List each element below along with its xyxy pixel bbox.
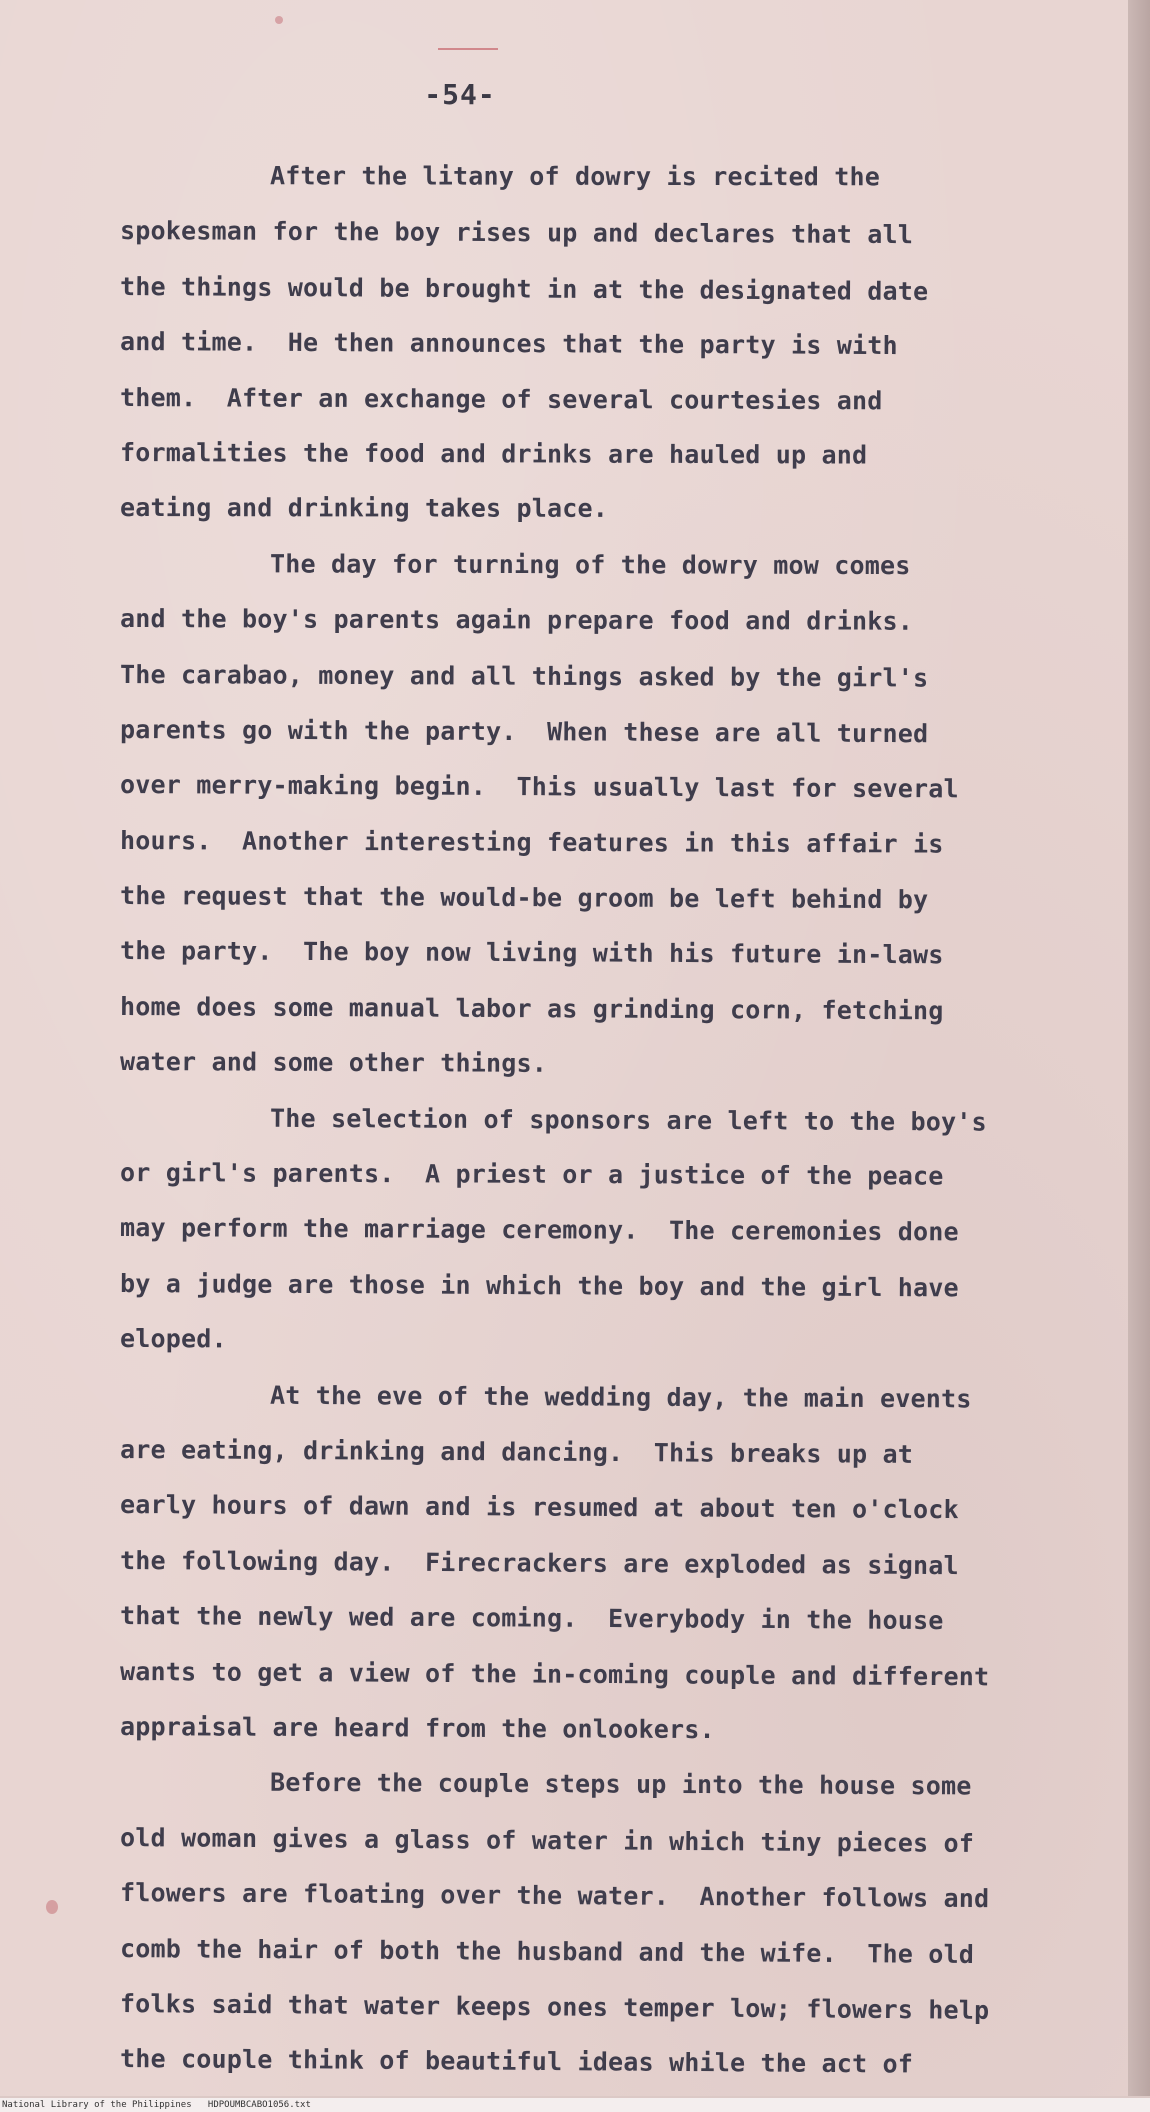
text-line: The day for turning of the dowry mow comes — [269, 549, 911, 580]
footer-text — [2, 2098, 311, 2112]
red-ink-mark — [438, 48, 498, 50]
typewritten-text — [120, 148, 1050, 2087]
text-line: may perform the marriage ceremony. The ceremonies done — [119, 1213, 959, 1247]
text-line: parents go with the party. When these are all turned — [119, 714, 929, 749]
text-line: over merry-making begin. This usually last for several — [119, 770, 959, 804]
text-line: eating and drinking takes place. — [119, 493, 609, 524]
footer-bar — [0, 2098, 1150, 2112]
page-edge-shadow — [1128, 0, 1150, 2096]
text-line: wants to get a view of the in-coming couple and different — [119, 1656, 990, 1691]
text-line: formalities the food and drinks are hauled up and — [119, 437, 868, 470]
text-line: flowers are floating over the water. Another follows and — [119, 1878, 990, 1914]
text-line: spokesman for the boy rises up and declares that all — [119, 216, 914, 250]
text-line: that the newly wed are coming. Everybody in the house — [119, 1601, 944, 1636]
text-line: and time. He then announces that the party is with — [119, 327, 898, 361]
text-line: The selection of sponsors are left to the boy's — [269, 1103, 987, 1137]
text-line: home does some manual labor as grinding corn, fetching — [119, 991, 944, 1026]
text-line: by a judge are those in which the boy and the girl have — [119, 1268, 959, 1303]
footer-filename: HDPOUMBCABO1056.txt — [207, 2100, 311, 2110]
text-line: the party. The boy now living with his future in-laws — [119, 936, 944, 970]
text-line: comb the hair of both the husband and the wife. The old — [119, 1933, 975, 1969]
text-line: the couple think of beautiful ideas while the act of — [119, 2044, 914, 2079]
text-line: the things would be brought in at the designated date — [119, 271, 929, 306]
text-line: the request that the would-be groom be left behind by — [119, 881, 929, 915]
text-line: eloped. — [119, 1324, 227, 1354]
text-line: or girl's parents. A priest or a justice of the peace — [119, 1158, 944, 1191]
text-line: At the eve of the wedding day, the main events — [269, 1380, 972, 1414]
text-line: are eating, drinking and dancing. This breaks up at — [119, 1434, 914, 1469]
footer-library: National Library of the Philippines — [2, 2100, 192, 2110]
text-line: The carabao, money and all things asked by the girl's — [119, 659, 929, 693]
text-line: After the litany of dowry is recited the — [269, 161, 881, 192]
text-line: appraisal are heard from the onlookers. — [119, 1711, 715, 1745]
ink-speck — [275, 16, 283, 24]
text-line: the following day. Firecrackers are exploded as signal — [119, 1545, 959, 1580]
page-number: -54- — [424, 78, 496, 111]
text-line: water and some other things. — [119, 1047, 548, 1079]
text-line: them. After an exchange of several courtesies and — [119, 382, 883, 415]
text-line: old woman gives a glass of water in which tiny pieces of — [119, 1822, 975, 1858]
ink-speck — [46, 1900, 58, 1914]
text-line: Before the couple steps up into the house some — [269, 1768, 972, 1801]
text-line: and the boy's parents again prepare food and drinks. — [119, 604, 914, 636]
text-line: early hours of dawn and is resumed at about ten o'clock — [119, 1490, 959, 1525]
text-line: folks said that water keeps ones temper low; flowers help — [119, 1988, 990, 2025]
text-line: hours. Another interesting features in this affair is — [119, 825, 944, 859]
